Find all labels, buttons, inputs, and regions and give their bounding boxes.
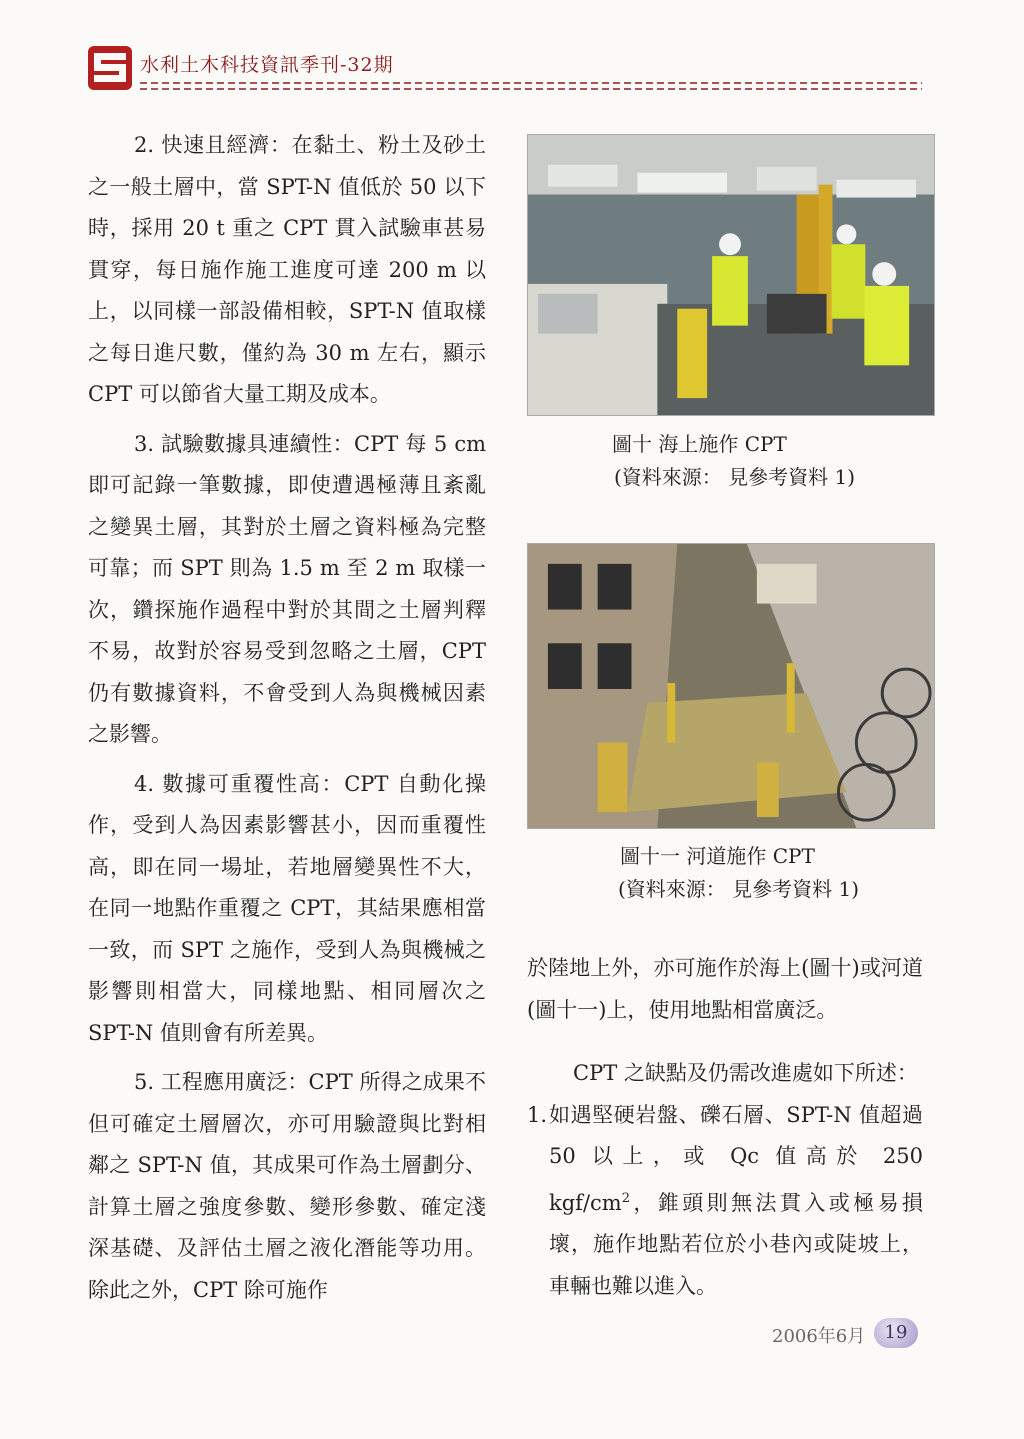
superscript-exponent: 2 xyxy=(621,1190,630,1206)
left-column xyxy=(88,125,486,1311)
right-column xyxy=(527,948,923,1307)
journal-title: 水利土木科技資訊季刊-32期 xyxy=(140,54,394,76)
list-item-number: 1. xyxy=(527,1102,548,1127)
issue-date: 2006年6月 xyxy=(772,1326,866,1347)
paragraph-repeatability: 4. 數據可重覆性高：CPT 自動化操作，受到人為因素影響甚小，因而重覆性高，即在同一場址，若地層變異性不大，在同一地點作重覆之 CPT，其結果應相當一致，而 SPT 之施作，受到人為與機械之影響則相當大，同樣地點、相同層次之 SPT-N 值則會有所差異。 xyxy=(88,771,486,1045)
journal-logo-icon xyxy=(86,44,134,92)
figure-11-photo xyxy=(527,543,935,829)
page-number-badge: 19 xyxy=(874,1318,918,1348)
figure-11-caption: 圖十一 河道施作 CPT xyxy=(620,844,815,868)
header-divider xyxy=(140,80,922,92)
figure-10-source: (資料來源： 見參考資料 1) xyxy=(614,465,856,489)
paragraph-applications: 5. 工程應用廣泛：CPT 所得之成果不但可確定土層層次，亦可用驗證與比對相鄰之 SPT-N 值，其成果可作為土層劃分、計算土層之強度參數、變形參數、確定淺深基礎、及評估土層之液化潛能等功用。除此之外，CPT 除可施作 xyxy=(88,1070,486,1302)
paragraph-fast-economic: 2. 快速且經濟：在黏土、粉土及砂土之一般土層中，當 SPT-N 值低於 50 以下時，採用 20 t 重之 CPT 貫入試驗車甚易貫穿，每日施作施工進度可達 200 m 以上，以同樣一部設備相較，SPT-N 值取樣之每日進尺數，僅約為 30 m 左右，顯示 CPT 可以節省大量工期及成本。 xyxy=(88,133,486,406)
figure-11-source: (資料來源： 見參考資料 1) xyxy=(618,877,860,901)
paragraph-disadvantages-intro: CPT 之缺點及仍需改進處如下所述： xyxy=(573,1061,918,1085)
list-item-text-b: ，錐頭則無法貫入或極易損壞，施作地點若位於小巷內或陡坡上，車輛也難以進入。 xyxy=(549,1190,923,1298)
list-item-text xyxy=(549,1095,923,1308)
list-item xyxy=(527,1095,923,1308)
paragraph-continuation: 於陸地上外，亦可施作於海上(圖十)或河道(圖十一)上，使用地點相當廣泛。 xyxy=(527,956,923,1022)
figure-10-caption: 圖十 海上施作 CPT xyxy=(612,432,787,456)
figure-10-photo xyxy=(527,134,935,416)
paragraph-continuity: 3. 試驗數據具連續性：CPT 每 5 cm 即可記錄一筆數據，即使遭遇極薄且紊亂之變異土層，其對於土層之資料極為完整可靠；而 SPT 則為 1.5 m 至 2 m 取樣一次，鑽探施作過程中對於其間之土層判釋不易，故對於容易受到忽略之土層，CPT 仍有數據資料，不會受到人為與機械因素之影響。 xyxy=(88,431,486,746)
list-item-text-a: 如遇堅硬岩盤、礫石層、SPT-N 值超過 50 以上，或 Qc 值高於 250 kgf/cm xyxy=(549,1102,923,1215)
